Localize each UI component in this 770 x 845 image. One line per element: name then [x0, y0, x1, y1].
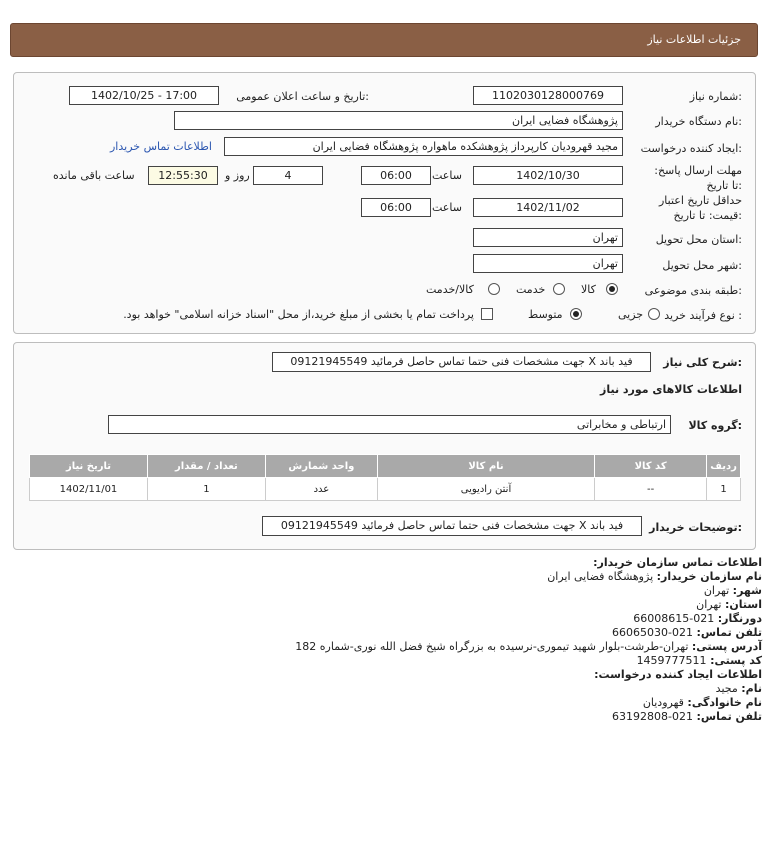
creator-phone-label: تلفن تماس:: [696, 710, 762, 723]
category-radio-service[interactable]: [553, 283, 565, 295]
org-name-line: [547, 570, 762, 583]
first-name-value: مجید: [715, 682, 738, 695]
category-option-service: خدمت: [516, 283, 546, 296]
province-field: تهران: [473, 228, 623, 247]
fax-value: 021-66008615: [633, 612, 715, 625]
buyer-contact-link[interactable]: اطلاعات تماس خریدار: [110, 140, 212, 153]
buyer-notes-field: فید باند X جهت مشخصات فنی حتما تماس حاصل فرمائید 09121945549: [262, 516, 642, 536]
process-radio-minor[interactable]: [648, 308, 660, 320]
address-value: تهران-طرشت-بلوار شهید تیموری-نرسیده به بزرگراه شیخ فضل الله نوری-شماره 182: [295, 640, 689, 653]
validity-label-text: حداقل تاریخ اعتبار قیمت: تا تاریخ:: [658, 194, 742, 222]
category-option-goods: کالا: [581, 283, 596, 296]
postal-line: [637, 654, 762, 667]
goods-table-header: [30, 455, 741, 478]
description-label: شرح کلی نیاز:: [663, 356, 742, 369]
first-name-line: [716, 682, 762, 695]
postal-label: کد پستی:: [710, 654, 762, 667]
buyer-notes-label: توضیحات خریدار:: [649, 521, 742, 534]
table-row: [30, 478, 741, 501]
cell-date: 1402/11/01: [30, 478, 148, 501]
cell-row: 1: [707, 478, 741, 501]
col-row: ردیف: [707, 455, 741, 478]
validity-date-field: 1402/11/02: [473, 198, 623, 217]
creator-contact-title: اطلاعات ایجاد کننده درخواست:: [594, 668, 762, 681]
deadline-time-label: ساعت: [432, 169, 462, 182]
col-code: کد کالا: [595, 455, 707, 478]
need-number-label: شماره نیاز:: [689, 90, 742, 103]
page-header: [10, 23, 758, 57]
page-title: جزئیات اطلاعات نیاز: [647, 33, 741, 46]
treasury-payment-checkbox[interactable]: [481, 308, 493, 320]
province-line: [696, 598, 762, 611]
deadline-date-field: 1402/10/30: [473, 166, 623, 185]
goods-group-field: ارتباطی و مخابراتی: [108, 415, 671, 434]
category-label: طبقه بندی موضوعی:: [644, 284, 742, 297]
last-name-value: قهرودیان: [642, 696, 684, 709]
address-label: آدرس پستی:: [691, 640, 762, 653]
validity-time-field: 06:00: [361, 198, 431, 217]
cell-name: آنتن رادیویی: [377, 478, 594, 501]
category-radio-goods[interactable]: [606, 283, 618, 295]
days-count-field: 4: [253, 166, 323, 185]
need-number-field: 1102030128000769: [473, 86, 623, 105]
col-date: تاریخ نیاز: [30, 455, 148, 478]
creator-phone-value: 021-63192808: [612, 710, 694, 723]
process-label: نوع فرآیند خرید :: [664, 309, 742, 322]
goods-group-label: گروه کالا:: [688, 419, 742, 432]
validity-time-label: ساعت: [432, 201, 462, 214]
contact-province-label: استان:: [725, 598, 762, 611]
col-unit: واحد شمارش: [265, 455, 377, 478]
deadline-label: [652, 163, 742, 193]
buyer-org-field: پژوهشگاه فضایی ایران: [174, 111, 623, 130]
payment-note: پرداخت تمام یا بخشی از مبلغ خرید،از محل "اسناد خزانه اسلامی" خواهد بود.: [123, 308, 474, 321]
cell-code: --: [595, 478, 707, 501]
process-option-minor: جزیی: [618, 308, 644, 321]
city-label: شهر محل تحویل:: [662, 259, 742, 272]
last-name-label: نام خانوادگی:: [687, 696, 762, 709]
category-option-goods-service: کالا/خدمت: [426, 283, 474, 296]
cell-unit: عدد: [265, 478, 377, 501]
postal-value: 1459777511: [636, 654, 707, 667]
contact-city-label: شهر:: [732, 584, 762, 597]
org-name-value: پژوهشگاه فضایی ایران: [547, 570, 654, 583]
fax-label: دورنگار:: [717, 612, 762, 625]
remaining-label: ساعت باقی مانده: [53, 169, 135, 182]
announce-label: تاریخ و ساعت اعلان عمومی:: [236, 90, 369, 103]
category-radio-goods-service[interactable]: [488, 283, 500, 295]
buyer-org-label: نام دستگاه خریدار:: [655, 115, 742, 128]
process-radio-medium[interactable]: [570, 308, 582, 320]
phone-label: تلفن تماس:: [696, 626, 762, 639]
phone-line: [612, 626, 762, 639]
cell-qty: 1: [147, 478, 265, 501]
col-qty: تعداد / مقدار: [147, 455, 265, 478]
description-field: فید باند X جهت مشخصات فنی حتما تماس حاصل فرمائید 09121945549: [272, 352, 651, 372]
first-name-label: نام:: [741, 682, 762, 695]
org-name-label: نام سازمان خریدار:: [656, 570, 762, 583]
goods-table: [29, 454, 741, 501]
fax-line: [633, 612, 762, 625]
contact-province-value: تهران: [696, 598, 722, 611]
city-field: تهران: [473, 254, 623, 273]
deadline-label-text: مهلت ارسال پاسخ: تا تاریخ:: [654, 164, 742, 192]
goods-info-title: اطلاعات کالاهای مورد نیاز: [600, 383, 742, 396]
validity-label: [652, 193, 742, 223]
org-contact-title: اطلاعات تماس سازمان خریدار:: [593, 556, 762, 569]
province-label: استان محل تحویل:: [655, 233, 742, 246]
deadline-time-field: 06:00: [361, 166, 431, 185]
creator-phone-line: [612, 710, 762, 723]
contact-city-value: تهران: [703, 584, 730, 597]
city-line: [704, 584, 762, 597]
creator-field: مجید قهرودیان کارپرداز پژوهشکده ماهواره پژوهشگاه فضایی ایران: [224, 137, 623, 156]
col-name: نام کالا: [377, 455, 594, 478]
address-line: [295, 640, 762, 653]
process-option-medium: متوسط: [528, 308, 563, 321]
last-name-line: [643, 696, 762, 709]
remaining-time-field: 12:55:30: [148, 166, 218, 185]
creator-label: ایجاد کننده درخواست:: [640, 142, 742, 155]
phone-value: 021-66065030: [612, 626, 694, 639]
days-label: روز و: [225, 169, 250, 182]
announce-field: 1402/10/25 - 17:00: [69, 86, 219, 105]
